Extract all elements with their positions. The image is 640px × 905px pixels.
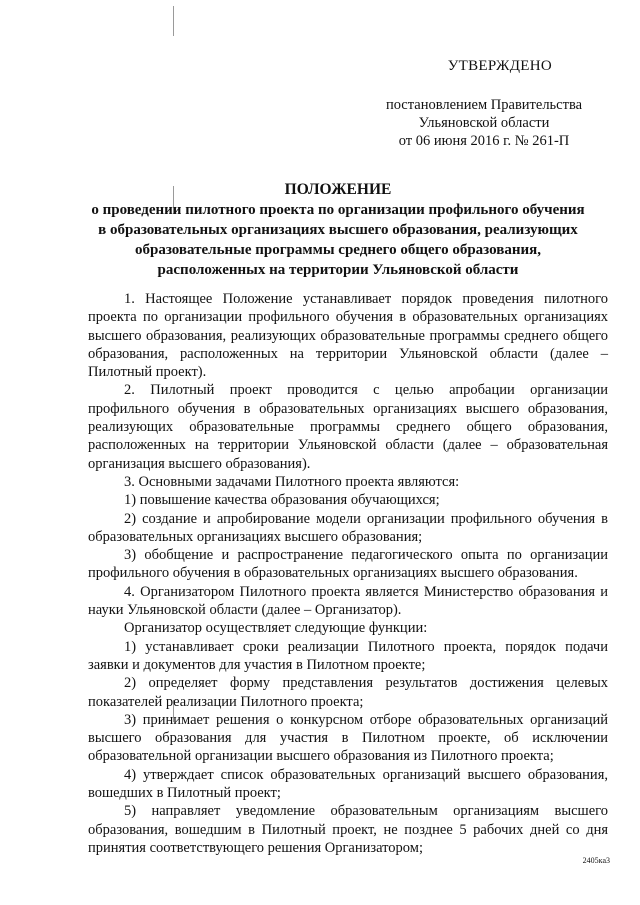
approval-date-line: от 06 июня 2016 г. № 261-П (398, 133, 570, 149)
paragraph: 1) устанавливает сроки реализации Пилотного проекта, порядок подачи заявки и документов для участия в Пилотном проекте; (88, 638, 608, 673)
paragraph: 3) обобщение и распространение педагогического опыта по организации профильного обучения в образовательных организациях высшего образования. (88, 547, 608, 582)
document-title (78, 180, 598, 280)
title-line: образовательные программы среднего общего образования, (135, 242, 541, 258)
title-main: ПОЛОЖЕНИЕ (284, 181, 392, 198)
title-line: в образовательных организациях высшего образования, реализующих (98, 222, 578, 238)
footer-code: 2405ка3 (582, 856, 610, 865)
paragraph: 4) утверждает список образовательных организаций высшего образования, вошедших в Пилотный проект; (88, 766, 608, 802)
document-body (88, 290, 608, 857)
paragraph: 3) принимает решения о конкурсном отборе образовательных организаций высшего образования для участия в Пилотном проекте, об исключении образовательной организации высшего образования из Пилотного проекта; (88, 711, 608, 765)
paragraph: 1) повышение качества образования обучающихся; (124, 492, 440, 509)
paragraph: 3. Основными задачами Пилотного проекта являются: (124, 473, 460, 490)
approval-line: постановлением Правительства (385, 97, 583, 113)
paragraph: 2. Пилотный проект проводится с целью апробации организации профильного обучения в образовательных организациях высшего образования, реализующих образовательные программы среднего общего образования, расположенных на территории Ульяновской области (далее – образовательная организация высшего образования). (88, 382, 608, 472)
title-line: расположенных на территории Ульяновской области (157, 262, 519, 278)
binder-mark-top (173, 6, 174, 36)
paragraph: 2) создание и апробирование модели организации профильного обучения в образовательных организациях высшего образования; (88, 510, 608, 545)
approved-label: УТВЕРЖДЕНО (447, 58, 552, 74)
paragraph: 4. Организатором Пилотного проекта является Министерство образования и науки Ульяновской области (далее – Организатор). (88, 583, 608, 619)
approval-block (364, 96, 604, 150)
paragraph: 2) определяет форму представления результатов достижения целевых показателей реализации Пилотного проекта; (88, 675, 608, 710)
paragraph: 1. Настоящее Положение устанавливает порядок проведения пилотного проекта по организации профильного обучения в образовательных организациях высшего образования, реализующих образовательные программы среднего общего образования, расположенных на территории Ульяновской области (далее – Пилотный проект). (88, 291, 608, 381)
approval-line: Ульяновской области (418, 115, 550, 131)
paragraph: Организатор осуществляет следующие функции: (124, 620, 428, 637)
title-line: о проведении пилотного проекта по организации профильного обучения (91, 202, 585, 218)
paragraph: 5) направляет уведомление образовательным организациям высшего образования, вошедшим в Пилотный проект, не позднее 5 рабочих дней со дня принятия соответствующего решения Организатором; (88, 803, 608, 856)
